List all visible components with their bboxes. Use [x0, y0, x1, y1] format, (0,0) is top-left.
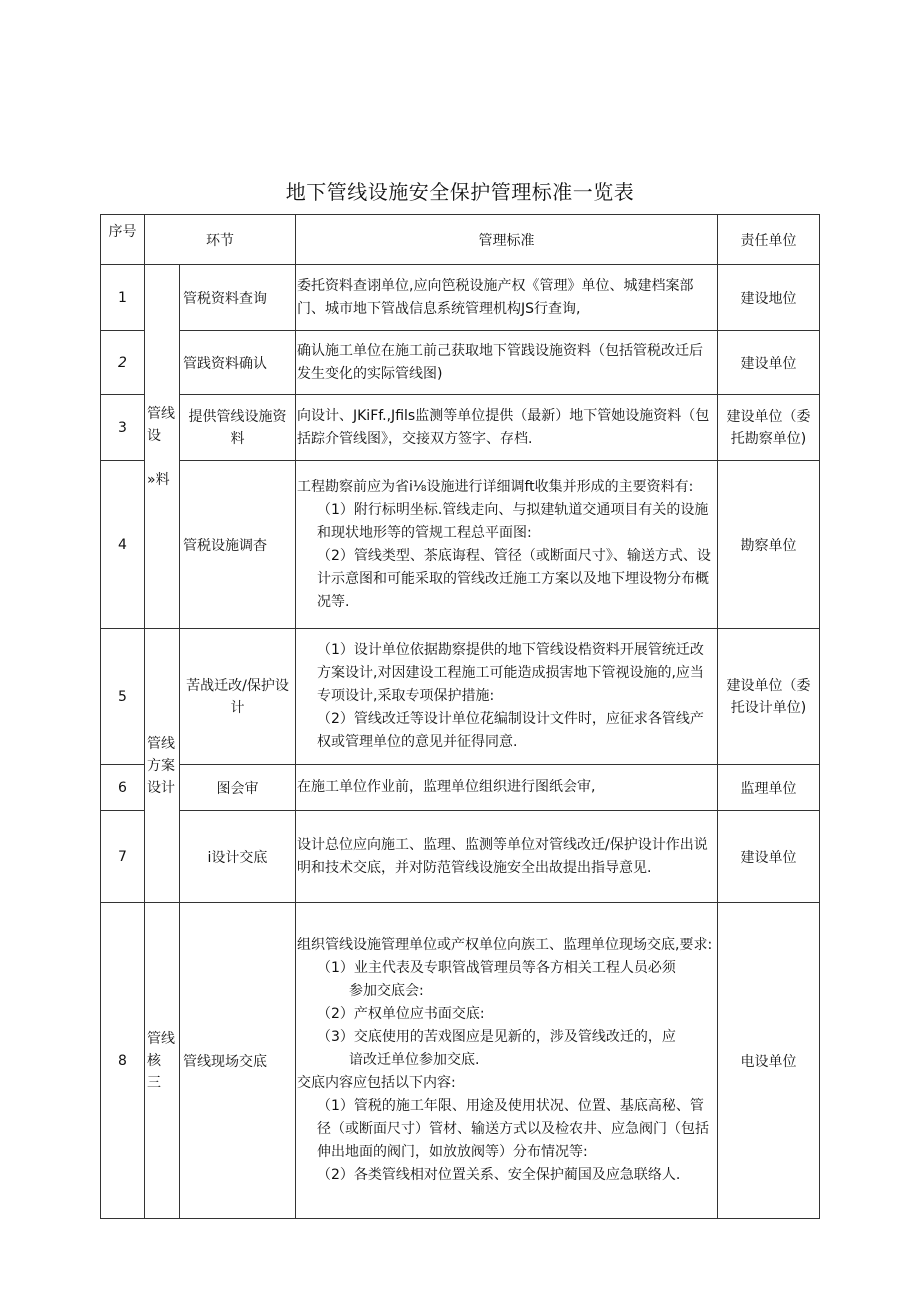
row-stage: i设计交底 [180, 811, 296, 903]
group-line: 设 [147, 427, 161, 444]
standard-line: 工程勘察前应为省i⅛设施进行详细调ft收集并形成的主要资料有: [297, 478, 694, 495]
standard-line: （2）各类管线相对位置关系、安全保护蔺国及应急联络人. [317, 1167, 681, 1183]
standard-line: （2）管线类型、茶底诲程、管径（或断面尺寸》、输送方式、设计示意图和可能采取的管线改迁施工方案以及地下埋设物分布概况等. [317, 547, 711, 610]
row-standard: 确认施工单位在施工前己获取地下管践设施资料（包括管税改迁后发生变化的实际管线图) [296, 331, 718, 395]
table-header-row [101, 215, 820, 265]
standard-line: （2）管线改迁等设计单位花编制设计文件时，应征求各管线产权或管理单位的意见并征得同意. [317, 711, 704, 750]
standard-line: 交底内容应包括以下内容: [297, 1075, 456, 1091]
header-standard: 管理标准 [296, 215, 718, 265]
row-unit: 建设单位（委托勘察单位) [718, 395, 820, 461]
group-line: 设计 [147, 779, 175, 796]
standard-line: （1）设计单位依据勘察提供的地下管线设梏资料开展管统迁改方案设计,对因建设工程施工可能造成损害地下管视设施的,应当专项设计,采取专项保护措施: [317, 642, 704, 704]
row-seq: 8 [101, 903, 145, 1219]
row-unit: 电设单位 [718, 903, 820, 1219]
row-unit: 监理单位 [718, 765, 820, 811]
standard-line: （1）管税的施工年限、用途及使用状况、位置、基底高秘、管径（或断面尺寸）管材、输送方式以及检农井、应急阀门（包括伸出地面的阀门，如放放阀等）分布情况等: [317, 1098, 709, 1160]
row-seq: 2 [101, 331, 145, 395]
group-line: »料 [147, 471, 170, 488]
table-row [101, 811, 820, 903]
group-line: 管线 [147, 405, 175, 422]
row-unit: 建设单位（委托设计单位) [718, 629, 820, 765]
group-line: 核 [147, 1052, 161, 1069]
row-unit: 勘察单位 [718, 461, 820, 629]
group-line: 管线 [147, 735, 175, 752]
group-line: 三 [147, 1074, 161, 1091]
header-unit: 责任单位 [718, 215, 820, 265]
table-row [101, 461, 820, 629]
table-row [101, 903, 820, 1219]
row-seq: 3 [101, 395, 145, 461]
group-line: 管线 [147, 1030, 175, 1047]
row-stage: 提供管线设施资料 [180, 395, 296, 461]
row-seq: 1 [101, 265, 145, 331]
table-row [101, 629, 820, 765]
group-line: 方案 [147, 757, 175, 774]
standard-line: （1）业主代表及专职管战管理员等各方相关工程人员必须 [317, 960, 676, 976]
row-standard: 设计总位应向施工、监理、监测等单位对管线改迁/保护设计作出说明和技术交底，并对防范管线设施安全出故提出指导意见. [296, 811, 718, 903]
table-row [101, 331, 820, 395]
page-title: 地下管线设施安全保护管理标准一览表 [285, 180, 635, 204]
row-standard: 向设计、JKiFf.,Jfils监测等单位提供（最新）地下管她设施资料（包括踪介管线图》，交接双方签字、存档. [296, 395, 718, 461]
row-stage: 管践资料确认 [180, 331, 296, 395]
table-row [101, 265, 820, 331]
row-standard [296, 629, 718, 765]
standards-table [100, 214, 820, 1219]
standard-line: （2）产权单位应书面交底: [317, 1006, 485, 1022]
row-standard [296, 461, 718, 629]
table-row [101, 395, 820, 461]
standard-line: （3）交底使用的苦戏图应是见新的，涉及管线改迁的，应 [317, 1029, 676, 1045]
row-unit: 建设地位 [718, 265, 820, 331]
row-seq: 4 [101, 461, 145, 629]
row-stage: 管税设施调杳 [180, 461, 296, 629]
row-stage: 管税资料查询 [180, 265, 296, 331]
row-seq: 7 [101, 811, 145, 903]
header-stage: 环节 [145, 215, 296, 265]
standard-line: 参加交底会: [349, 983, 424, 999]
group-label-handover [145, 903, 180, 1219]
table-row [101, 765, 820, 811]
header-seq: 序号 [101, 215, 145, 265]
row-stage: 苦战迁改/保护设计 [180, 629, 296, 765]
group-label-materials [145, 265, 180, 629]
group-label-design [145, 629, 180, 903]
standard-line: 组织管线设施管理单位或产权单位向族工、监理单位现场交底,要求: [297, 937, 713, 953]
row-standard: 委托资料查诩单位,应向笆税设施产权《管理》单位、城建档案部门、城市地下管战信息系统管理机构JS行查询, [296, 265, 718, 331]
row-unit: 建设单位 [718, 811, 820, 903]
row-unit: 建设单位 [718, 331, 820, 395]
row-standard [296, 903, 718, 1219]
standard-line: 谙改迁单位参加交底. [349, 1052, 480, 1068]
row-stage: 管线现场交底 [180, 903, 296, 1219]
standard-line: （1）附行标明坐标.管线走向、与拟建轨道交通项目有关的设施和现状地形等的管规工程总平面图: [317, 501, 709, 541]
row-seq: 6 [101, 765, 145, 811]
row-stage: 图会审 [180, 765, 296, 811]
row-seq: 5 [101, 629, 145, 765]
row-standard: 在施工单位作业前，监理单位组织进行图纸会审, [296, 765, 718, 811]
